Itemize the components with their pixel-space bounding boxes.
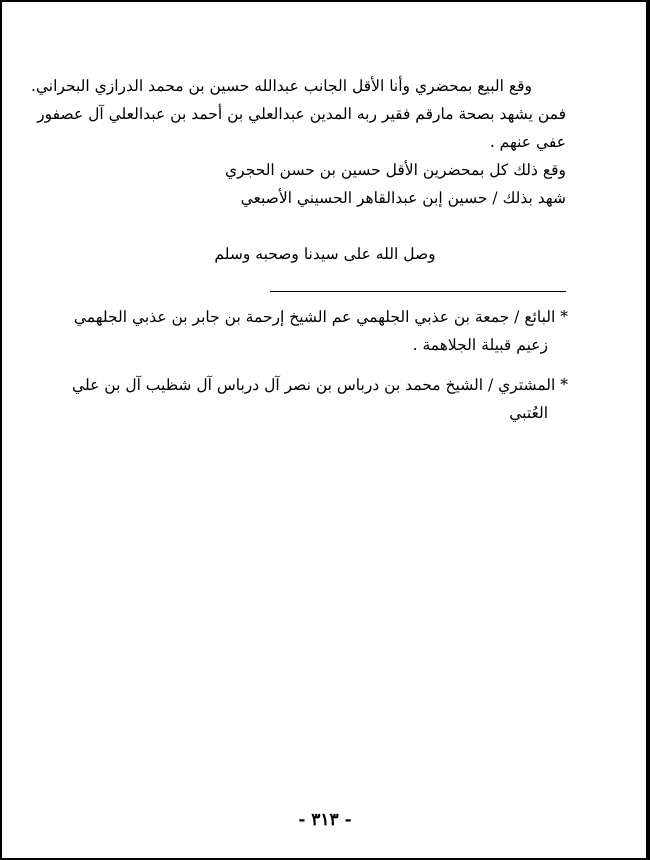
footnote-seller-line-2: زعيم قبيلة الجلاهمة . xyxy=(412,336,548,354)
page-number: - ٣١٣ - xyxy=(298,810,352,830)
body-line-1: وقع البيع بمحضري وأنا الأقل الجانب عبدالله حسين بن محمد الدرازي البحراني. xyxy=(30,77,532,95)
footnote-buyer-line-1: * المشتري / الشيخ محمد بن درباس بن نصر آل درباس آل شظيب آل بن علي xyxy=(72,376,568,394)
body-line-3: عفي عنهم . xyxy=(489,133,566,151)
body-line-5: شهد بذلك / حسين إبن عبدالقاهر الحسيني الأصبعي xyxy=(240,189,566,207)
body-line-2: فمن يشهد بصحة مارقم فقير ربه المدين عبدالعلي بن أحمد بن عبدالعلي آل عصفور xyxy=(37,105,566,123)
body-line-4: وقع ذلك كل بمحضرين الأقل حسين بن حسن الحجري xyxy=(225,161,566,179)
footnote-buyer-line-2: العُتبي xyxy=(509,404,548,422)
footnote-seller-line-1: * البائع / جمعة بن عذبي الجلهمي عم الشيخ إرحمة بن جابر بن عذبي الجلهمي xyxy=(73,308,568,326)
footnote-divider xyxy=(270,291,566,292)
closing-line: وصل الله على سيدنا وصحبه وسلم xyxy=(214,245,436,263)
